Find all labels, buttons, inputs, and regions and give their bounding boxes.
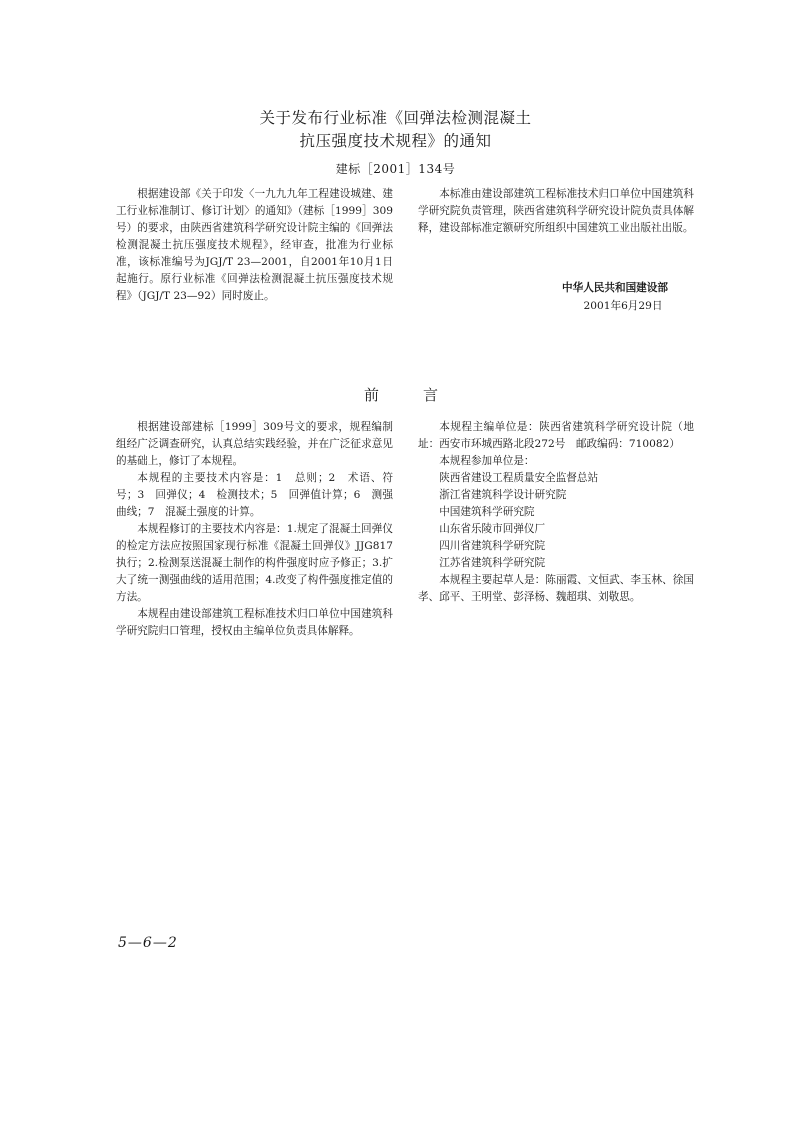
preface-paragraph: 本规程修订的主要技术内容是：1.规定了混凝土回弹仪的检定方法应按照国家现行标准《混凝土回弹仪》JJG817执行；2.检测泵送混凝土制作的构件强度时应予修正；3.扩大了统一测强曲线的适用范围；4.改变了构件强度推定值的方法。 (116, 523, 393, 603)
participant-item: 浙江省建筑科学设计研究院 (439, 489, 567, 501)
notice-title-line2: 抗压强度技术规程》的通知 (299, 132, 492, 150)
participant-item: 江苏省建筑科学研究院 (439, 557, 546, 569)
notice-right-paragraph: 本标准由建设部建筑工程标准技术归口单位中国建筑科学研究院负责管理，陕西省建筑科学研究设计院负责具体解释，建设部标准定额研究所组织中国建筑工业出版社出版。 (418, 188, 694, 234)
page-number: 5—6—2 (118, 935, 178, 951)
chief-unit: 本规程主编单位是：陕西省建筑科学研究设计院（地址：西安市环城西路北段272号 邮政编码：710082） (418, 421, 694, 450)
issue-date: 2001年6月29日 (583, 300, 663, 312)
notice-left-column (116, 186, 393, 305)
preface-heading-right: 言 (423, 386, 439, 404)
notice-title-line1: 关于发布行业标准《回弹法检测混凝土 (259, 109, 532, 127)
participant-item: 中国建筑科学研究院 (439, 506, 535, 518)
participant-item: 陕西省建设工程质量安全监督总站 (439, 472, 599, 484)
preface-paragraph: 本规程的主要技术内容是：1 总则；2 术语、符号；3 回弹仪；4 检测技术；5 回弹值计算；6 测强曲线；7 混凝土强度的计算。 (116, 472, 393, 518)
notice-right-column (418, 186, 694, 237)
preface-right-column (418, 419, 694, 606)
preface-heading-left: 前 (364, 386, 380, 404)
issuer: 中华人民共和国建设部 (562, 282, 668, 294)
preface-paragraph: 根据建设部建标［1999］309号文的要求，规程编制组经广泛调查研究，认真总结实践经验，并在广泛征求意见的基础上，修订了本规程。 (116, 421, 393, 467)
drafters: 本规程主要起草人是：陈丽霞、文恒武、李玉林、徐国孝、邱平、王明堂、彭泽杨、魏超琪、刘敬思。 (418, 574, 694, 603)
doc-number: 建标［2001］134号 (335, 162, 456, 176)
preface-paragraph: 本规程由建设部建筑工程标准技术归口单位中国建筑科学研究院归口管理，授权由主编单位负责具体解释。 (116, 608, 393, 637)
notice-left-paragraph: 根据建设部《关于印发〈一九九九年工程建设城建、建工行业标准制订、修订计划〉的通知》（建标［1999］309号）的要求，由陕西省建筑科学研究设计院主编的《回弹法检测混凝土抗压强度技术规程》，经审查，批准为行业标准，该标准编号为JGJ/T 23—2001，自2001年10月1日起施行。原行业标准《回弹法检测混凝土抗压强度技术规程》（JGJ/T 23—92）同时废止。 (116, 188, 393, 302)
participants-label: 本规程参加单位是： (439, 455, 535, 467)
participant-item: 山东省乐陵市回弹仪厂 (439, 523, 546, 535)
preface-left-column (116, 419, 393, 640)
participant-item: 四川省建筑科学研究院 (439, 540, 546, 552)
